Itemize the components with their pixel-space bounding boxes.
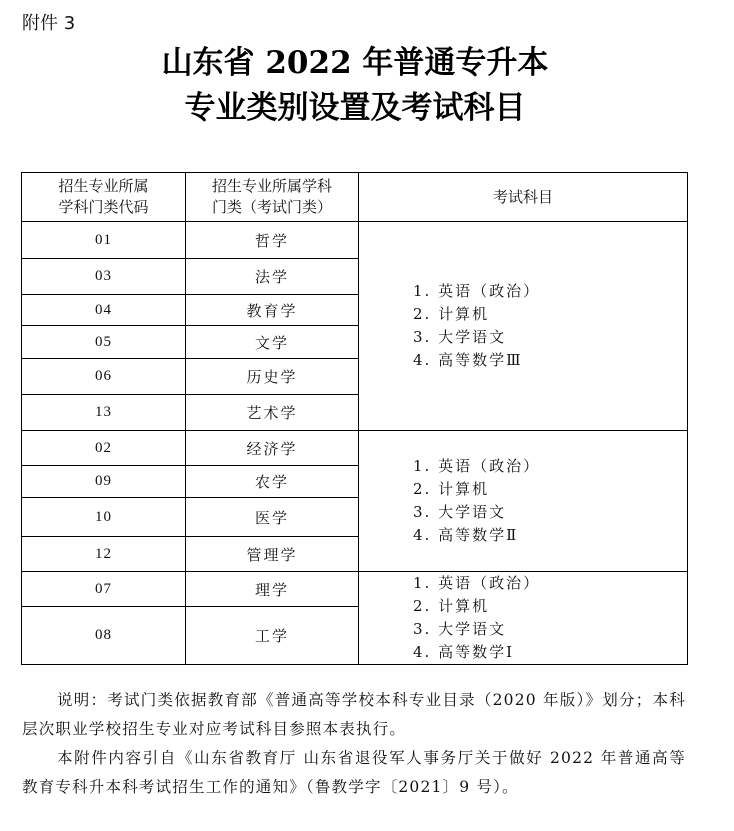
category-name: 历史学 <box>186 359 359 395</box>
exam-subjects-group-2 <box>359 431 688 572</box>
category-code: 12 <box>22 537 186 572</box>
exam-subjects-group-1 <box>359 222 688 431</box>
category-name: 哲学 <box>186 222 359 259</box>
document-title-line-1: 山东省 2022 年普通专升本 <box>161 45 549 81</box>
subject-item: 4. 高等数学Ⅰ <box>413 643 515 661</box>
subject-item: 1. 英语（政治） <box>413 282 541 300</box>
subject-item: 2. 计算机 <box>413 597 490 615</box>
category-name: 医学 <box>186 498 359 537</box>
category-name: 理学 <box>186 572 359 607</box>
category-code: 01 <box>22 222 186 259</box>
subject-item: 3. 大学语文 <box>413 328 507 346</box>
major-category-exam-table <box>21 172 688 665</box>
subject-item: 3. 大学语文 <box>413 503 507 521</box>
category-code: 13 <box>22 395 186 431</box>
table-row <box>22 222 688 259</box>
category-name: 教育学 <box>186 295 359 326</box>
category-code: 10 <box>22 498 186 537</box>
category-name: 农学 <box>186 466 359 498</box>
category-name: 工学 <box>186 607 359 665</box>
subject-item: 2. 计算机 <box>413 480 490 498</box>
category-name: 文学 <box>186 326 359 359</box>
table-header-row <box>22 173 688 222</box>
category-code: 04 <box>22 295 186 326</box>
table-row <box>22 572 688 607</box>
header-code-line-1: 招生专业所属 <box>58 177 149 195</box>
explanation-note: 说明：考试门类依据教育部《普通高等学校本科专业目录（2020 年版）》划分；本科层次职业学校招生专业对应考试科目参照本表执行。 <box>22 691 686 738</box>
subject-item: 3. 大学语文 <box>413 620 507 638</box>
attachment-label: 附件 3 <box>22 13 76 34</box>
header-category-name <box>186 173 359 222</box>
category-name: 经济学 <box>186 431 359 466</box>
category-code: 06 <box>22 359 186 395</box>
subject-item: 1. 英语（政治） <box>413 457 541 475</box>
notes-section <box>22 686 686 802</box>
category-code: 08 <box>22 607 186 665</box>
header-exam-subjects: 考试科目 <box>359 173 688 222</box>
header-category-line-2: 门类（考试门类） <box>211 198 332 216</box>
subject-item: 4. 高等数学Ⅲ <box>413 351 523 369</box>
subject-item: 1. 英语（政治） <box>413 574 541 592</box>
source-citation-note: 本附件内容引自《山东省教育厅 山东省退役军人事务厅关于做好 2022 年普通高等教育专科升本科考试招生工作的通知》（鲁教学字〔2021〕9 号）。 <box>22 749 686 796</box>
category-name: 艺术学 <box>186 395 359 431</box>
exam-subjects-group-3 <box>359 572 688 665</box>
header-category-code <box>22 173 186 222</box>
category-code: 09 <box>22 466 186 498</box>
category-code: 07 <box>22 572 186 607</box>
category-name: 管理学 <box>186 537 359 572</box>
subject-item: 4. 高等数学Ⅱ <box>413 526 519 544</box>
table-row <box>22 431 688 466</box>
category-code: 03 <box>22 259 186 295</box>
category-code: 02 <box>22 431 186 466</box>
header-code-line-2: 学科门类代码 <box>58 198 149 216</box>
document-title-line-2: 专业类别设置及考试科目 <box>184 90 526 126</box>
subject-item: 2. 计算机 <box>413 305 490 323</box>
category-name: 法学 <box>186 259 359 295</box>
header-category-line-1: 招生专业所属学科 <box>211 177 332 195</box>
category-code: 05 <box>22 326 186 359</box>
